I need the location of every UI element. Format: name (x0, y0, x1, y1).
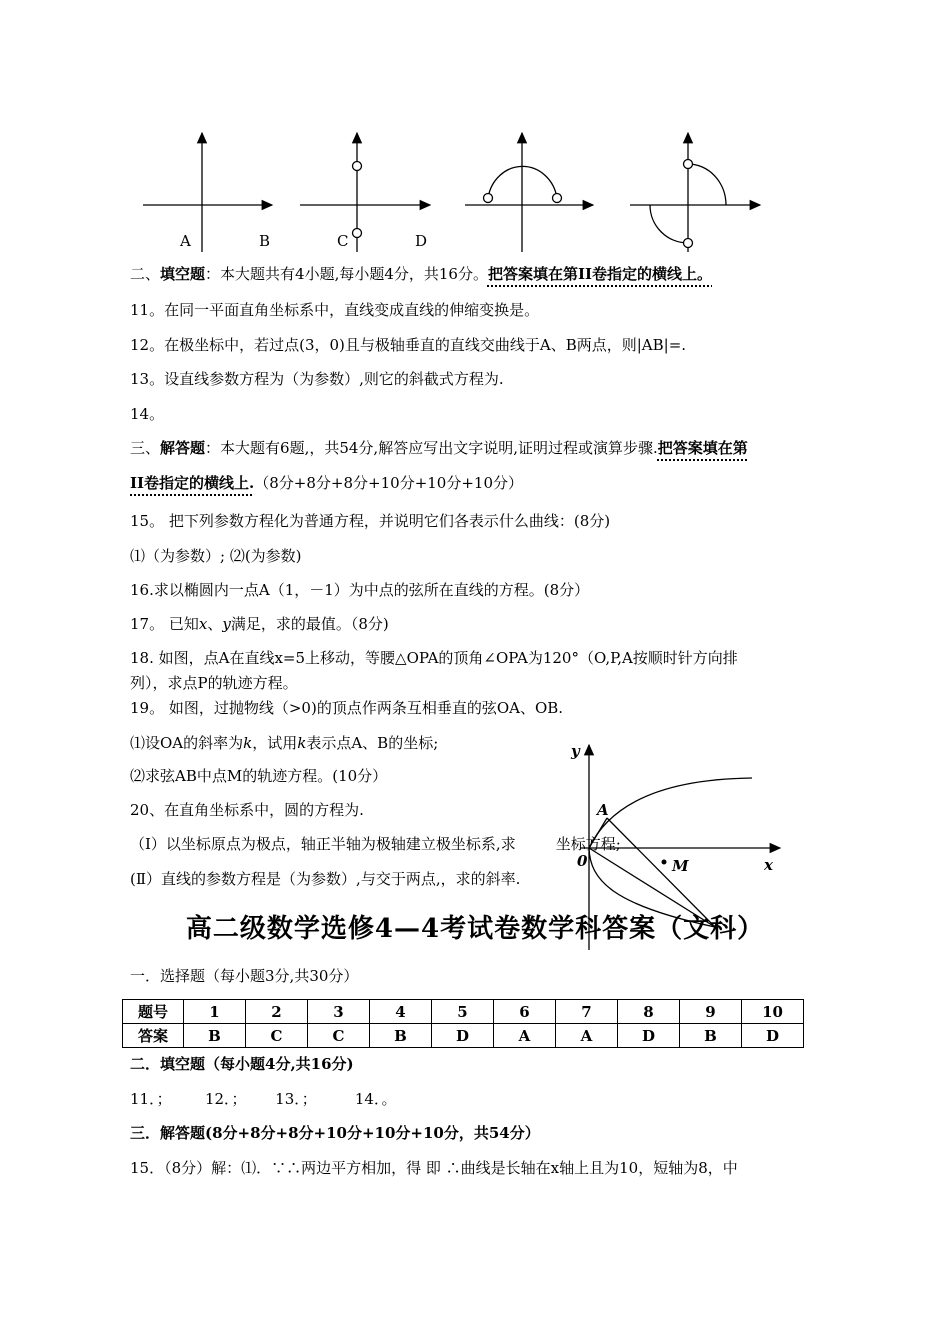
table-cell: 7 (556, 1000, 618, 1024)
question-19-1-c: 表示点A、B的坐标; (306, 734, 439, 752)
question-17-b: 满足，求的最值。（8分) (230, 615, 389, 633)
question-19-1-b: ，试用 (252, 734, 298, 752)
section-3-prefix: 三、 (130, 439, 161, 457)
question-19-part-2: ⑵求弦AB中点M的轨迹方程。(10分） (130, 767, 388, 785)
table-cell: 题号 (123, 1000, 184, 1024)
question-20-1-text: （Ⅰ）以坐标原点为极点，轴正半轴为极轴建立极坐标系,求 (130, 835, 516, 853)
point-m-label: M (672, 857, 689, 875)
table-row (123, 1024, 804, 1048)
section-2-text: ：本大题共有4小题,每小题4分，共16分。 (205, 265, 488, 283)
question-15-parts: ⑴（为参数）; ⑵(为参数) (130, 547, 302, 565)
question-15: 15。 把下列参数方程化为普通方程，并说明它们各表示什么曲线：(8分) (130, 512, 611, 530)
table-cell: B (184, 1024, 246, 1048)
answer-table (122, 999, 804, 1048)
question-18-line-2: 列），求点P的轨迹方程。 (130, 674, 298, 692)
point-m (662, 860, 667, 865)
question-18-line-1: 18. 如图，点A在直线x=5上移动，等腰△OPA的顶角∠OPA为120°（O,P,A按顺时针方向排 (130, 649, 738, 667)
question-13: 13。设直线参数方程为（为参数）,则它的斜截式方程为. (130, 370, 504, 388)
question-19-part-1 (130, 733, 438, 753)
section-3-points: （8分+8分+8分+10分+10分+10分） (254, 474, 523, 492)
graph-a (143, 133, 272, 252)
question-12: 12。在极坐标中，若过点(3，0)且与极轴垂直的直线交曲线于A、B两点，则|AB|=. (130, 336, 687, 354)
var-x: x (198, 615, 208, 633)
question-20-part-1 (130, 834, 621, 854)
table-cell: 5 (432, 1000, 494, 1024)
answer-section-1: 一．选择题（每小题3分,共30分） (130, 967, 359, 985)
question-17 (130, 614, 389, 634)
question-16: 16.求以椭圆内一点A（1，－1）为中点的弦所在直线的方程。(8分） (130, 581, 590, 599)
table-cell: B (370, 1024, 432, 1048)
table-cell: D (618, 1024, 680, 1048)
table-cell: B (680, 1024, 742, 1048)
option-label-b: B (259, 232, 271, 250)
question-17-sep: 、 (207, 615, 223, 633)
table-cell: 9 (680, 1000, 742, 1024)
section-2-emphasis: 把答案填在第II卷指定的横线上。 (487, 265, 713, 283)
question-19: 19。 如图，过抛物线（>0)的顶点作两条互相垂直的弦OA、OB. (130, 699, 564, 717)
section-3-heading-cont (130, 473, 523, 493)
answer-title: 高二级数学选修4—4考试卷数学科答案（文科） (185, 914, 765, 944)
section-2-prefix: 二、 (130, 265, 161, 283)
option-label-c: C (337, 232, 349, 250)
var-k: k (243, 734, 253, 752)
graph-c (465, 133, 593, 252)
table-cell: A (494, 1024, 556, 1048)
graph-d (630, 133, 760, 252)
section-2-title: 填空题 (160, 265, 206, 283)
section-2-heading (130, 264, 712, 284)
section-3-text: ：本大题有6题,，共54分,解答应写出文字说明,证明过程或演算步骤. (205, 439, 658, 457)
origin-label: 0 (577, 852, 588, 870)
table-cell: C (246, 1024, 308, 1048)
section-3-emphasis-1: 把答案填在第 (657, 439, 748, 457)
question-20-1-tail: 坐标方程; (555, 835, 621, 853)
answer-section-2: 二．填空题（每小题4分,共16分) (130, 1055, 354, 1073)
table-cell: 3 (308, 1000, 370, 1024)
question-14: 14。 (130, 405, 165, 423)
answer-section-3: 三．解答题(8分+8分+8分+10分+10分+10分，共54分） (130, 1124, 540, 1142)
question-20-part-2: (Ⅱ）直线的参数方程是（为参数）,与交于两点,，求的斜率. (130, 870, 521, 888)
table-cell: 6 (494, 1000, 556, 1024)
table-cell: 4 (370, 1000, 432, 1024)
axis-y-label: y (571, 742, 580, 760)
var-y: y (222, 615, 231, 633)
table-cell: C (308, 1024, 370, 1048)
table-cell: 1 (184, 1000, 246, 1024)
axis-x-label: x (764, 856, 773, 874)
option-label-a: A (180, 232, 191, 250)
graph-b (300, 133, 430, 252)
question-17-a: 17。 已知 (130, 615, 199, 633)
table-row (123, 1000, 804, 1024)
option-label-d: D (415, 232, 428, 250)
table-cell: D (432, 1024, 494, 1048)
table-cell: D (742, 1024, 804, 1048)
table-cell: 2 (246, 1000, 308, 1024)
var-k: k (297, 734, 307, 752)
table-cell: 10 (742, 1000, 804, 1024)
section-3-emphasis-2: II卷指定的横线上. (130, 474, 255, 492)
table-cell: 答案 (123, 1024, 184, 1048)
point-a-label: A (597, 801, 609, 819)
question-19-1-a: ⑴设OA的斜率为 (130, 734, 244, 752)
section-3-heading (130, 438, 748, 458)
table-cell: 8 (618, 1000, 680, 1024)
table-cell: A (556, 1024, 618, 1048)
answer-fill: 11．； 12．； 13．； 14．。 (130, 1090, 397, 1108)
answer-15: 15．（8分）解：⑴．∵∴两边平方相加，得 即 ∴曲线是长轴在x轴上且为10，短轴为8，中 (130, 1159, 738, 1177)
question-11: 11。在同一平面直角坐标系中，直线变成直线的伸缩变换是。 (130, 301, 540, 319)
section-3-title: 解答题 (160, 439, 206, 457)
question-20: 20、在直角坐标系中，圆的方程为. (130, 801, 364, 819)
option-graphs (0, 0, 950, 270)
